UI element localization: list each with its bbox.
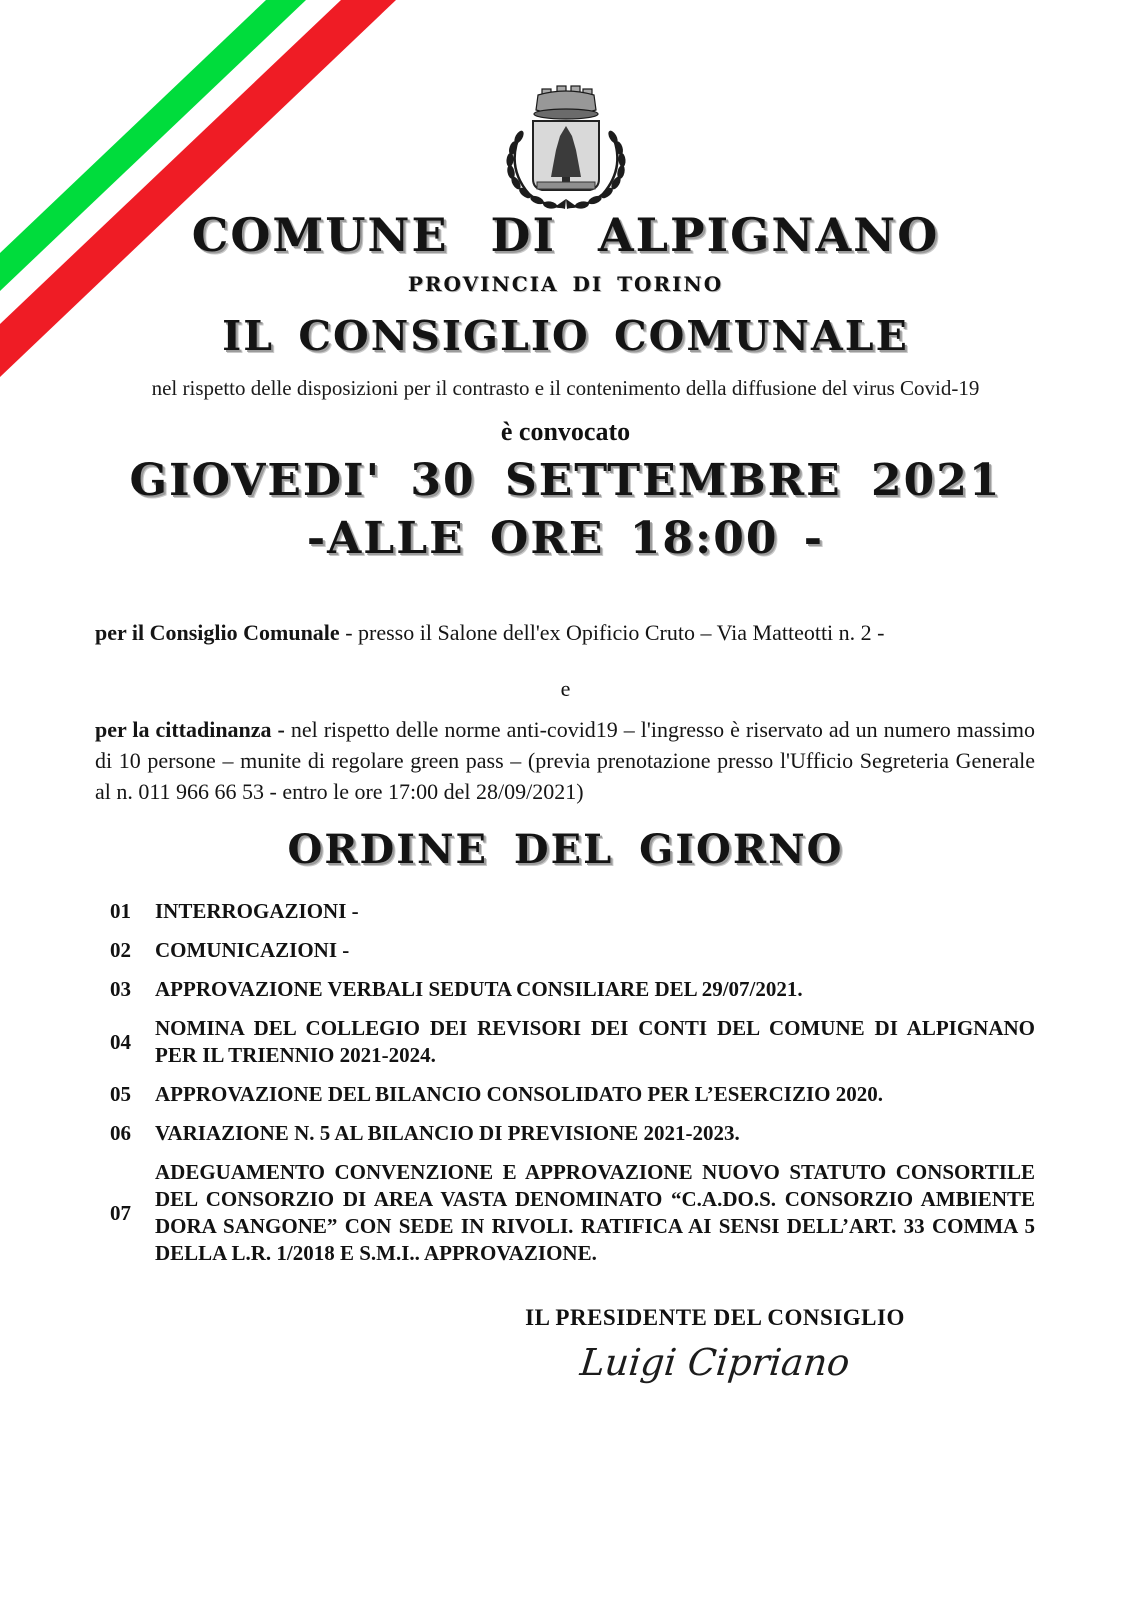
agenda-item <box>110 976 1035 1003</box>
agenda-item-number: 01 <box>110 899 131 923</box>
agenda-item-text: VARIAZIONE N. 5 AL BILANCIO DI PREVISIONE 2021-2023. <box>155 1121 740 1145</box>
agenda-item-number: 02 <box>110 938 131 962</box>
agenda-item-text: COMUNICAZIONI - <box>155 938 350 962</box>
president-role-label: IL PRESIDENTE DEL CONSIGLIO <box>525 1305 905 1330</box>
agenda-list <box>110 898 1035 1279</box>
agenda-item <box>110 1015 1035 1069</box>
agenda-item <box>110 1120 1035 1147</box>
meeting-date: GIOVEDI' 30 SETTEMBRE 2021 <box>129 455 1002 506</box>
agenda-item-number: 03 <box>110 977 131 1001</box>
agenda-item-text: APPROVAZIONE DEL BILANCIO CONSOLIDATO PER L’ESERCIZIO 2020. <box>155 1082 883 1106</box>
meeting-time: -ALLE ORE 18:00 - <box>306 513 825 564</box>
agenda-item <box>110 937 1035 964</box>
council-heading: IL CONSIGLIO COMUNALE <box>222 312 909 360</box>
agenda-item-text: NOMINA DEL COLLEGIO DEI REVISORI DEI CONTI DEL COMUNE DI ALPIGNANO PER IL TRIENNIO 2021-2024. <box>155 1016 1035 1067</box>
agenda-item-text: INTERROGAZIONI - <box>155 899 359 923</box>
alpignano-coat-of-arms <box>481 84 651 212</box>
covid-note: nel rispetto delle disposizioni per il contrasto e il contenimento della diffusione del virus Covid-19 <box>151 376 980 400</box>
agenda-heading: ORDINE DEL GIORNO <box>287 826 844 873</box>
province-subtitle: PROVINCIA DI TORINO <box>407 272 724 296</box>
agenda-item-text: APPROVAZIONE VERBALI SEDUTA CONSILIARE DEL 29/07/2021. <box>155 977 803 1001</box>
agenda-item-number: 04 <box>110 1029 131 1054</box>
agenda-item <box>110 1159 1035 1267</box>
signature-block <box>515 1305 915 1384</box>
agenda-item-number: 05 <box>110 1082 131 1106</box>
agenda-item-number: 06 <box>110 1121 131 1145</box>
conjunction-e: e <box>560 676 571 701</box>
citizens-paragraph <box>95 714 1035 807</box>
venue-lead: per il Consiglio Comunale <box>95 620 340 645</box>
citizens-lead: per la cittadinanza - <box>95 717 291 742</box>
agenda-item <box>110 1081 1035 1108</box>
president-signature: Luigi Cipriano <box>578 1341 852 1384</box>
agenda-item <box>110 898 1035 925</box>
citizens-rest: nel rispetto delle norme anti-covid19 – l'ingresso è riservato ad un numero massimo di 10 persone – munite di regolare green pass – (previa prenotazione presso l'Ufficio Segreteria Generale al n. 011 966 66 53 - entro le ore 17:00 del 28/09/2021) <box>95 717 1036 804</box>
municipality-title: COMUNE DI ALPIGNANO <box>191 208 940 262</box>
agenda-item-number: 07 <box>110 1200 131 1225</box>
crown-icon <box>534 86 598 119</box>
venue-rest: - presso il Salone dell'ex Opificio Cruto – Via Matteotti n. 2 - <box>339 620 885 645</box>
council-venue-paragraph <box>95 617 1035 648</box>
agenda-item-text: ADEGUAMENTO CONVENZIONE E APPROVAZIONE NUOVO STATUTO CONSORTILE DEL CONSORZIO DI AREA VASTA DENOMINATO “C.A.DO.S. CONSORZIO AMBIENTE DORA SANGONE” CON SEDE IN RIVOLI. RATIFICA AI SENSI DELL’ART. 33 COMMA 5 DELLA L.R. 1/2018 E S.M.I.. APPROVAZIONE. <box>155 1160 1035 1265</box>
convocation-line: è convocato <box>500 417 631 446</box>
